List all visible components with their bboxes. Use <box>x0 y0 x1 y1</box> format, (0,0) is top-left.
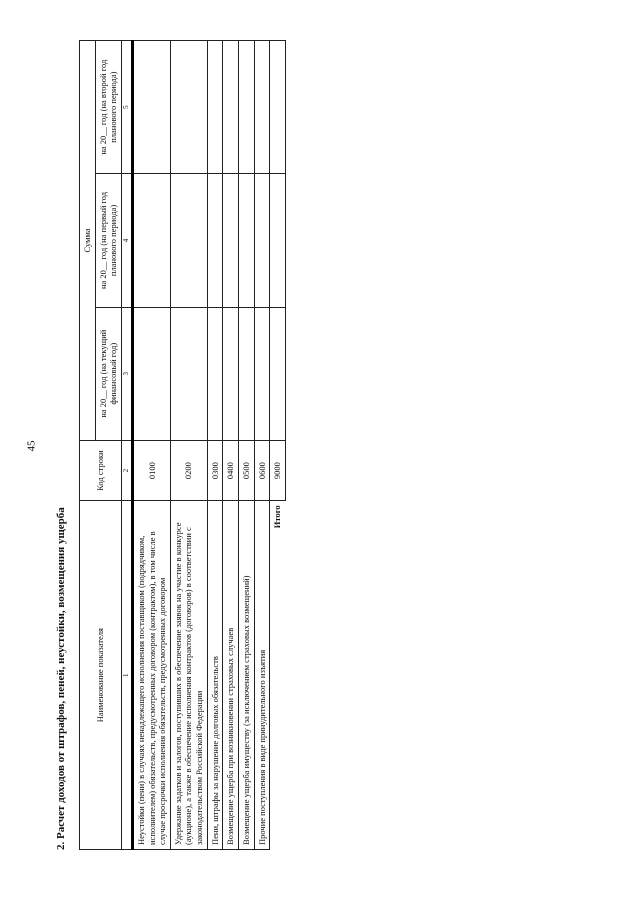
row-name: Возмещение ущерба при возникновении страховых случаев <box>223 501 239 850</box>
row-value-cell[interactable] <box>170 41 207 174</box>
total-code: 9000 <box>270 440 286 501</box>
total-value-cell[interactable] <box>270 41 286 174</box>
row-value-cell[interactable] <box>207 307 223 440</box>
header-col3: на 20__ год (на текущий финансовый год) <box>95 307 121 440</box>
row-code: 0500 <box>238 440 254 501</box>
section-title: 2. Расчет доходов от штрафов, пеней, неустойки, возмещения ущерба <box>55 507 67 850</box>
row-name: Неустойки (пени) в случаях ненадлежащего исполнения поставщиком (подрядчиком, исполнителем) обязательств, предусмотренных договором (контрактом), в том числе в случае просрочки исполнения обязательств, предусмотренных договором <box>132 501 170 850</box>
header-name: Наименование показателя <box>80 501 122 850</box>
row-value-cell[interactable] <box>170 307 207 440</box>
row-value-cell[interactable] <box>238 174 254 307</box>
table-row <box>207 41 223 850</box>
row-value-cell[interactable] <box>254 307 270 440</box>
col-num-2: 2 <box>121 440 132 501</box>
header-sum: Сумма <box>80 41 96 441</box>
header-row <box>80 41 96 850</box>
row-value-cell[interactable] <box>207 174 223 307</box>
table-row <box>254 41 270 850</box>
row-value-cell[interactable] <box>223 307 239 440</box>
row-value-cell[interactable] <box>207 41 223 174</box>
total-value-cell[interactable] <box>270 307 286 440</box>
row-code: 0100 <box>132 440 170 501</box>
row-code: 0400 <box>223 440 239 501</box>
row-value-cell[interactable] <box>254 174 270 307</box>
row-value-cell[interactable] <box>223 174 239 307</box>
col-num-5: 5 <box>121 41 132 174</box>
total-row <box>270 41 286 850</box>
column-number-row <box>121 41 132 850</box>
row-value-cell[interactable] <box>238 41 254 174</box>
row-value-cell[interactable] <box>132 41 170 174</box>
row-name: Пени, штрафы за нарушение долговых обязательств <box>207 501 223 850</box>
table-row <box>223 41 239 850</box>
header-col4: на 20__ год (на первый год планового периода) <box>95 174 121 307</box>
total-value-cell[interactable] <box>270 174 286 307</box>
row-name: Прочие поступления в виде принудительного изъятия <box>254 501 270 850</box>
total-label: Итого <box>270 501 286 850</box>
rotated-sheet <box>55 40 355 850</box>
row-code: 0300 <box>207 440 223 501</box>
row-value-cell[interactable] <box>132 307 170 440</box>
col-num-1: 1 <box>121 501 132 850</box>
income-calculation-table <box>79 40 286 850</box>
table-row <box>170 41 207 850</box>
row-name: Удержание задатков и залогов, поступивших в обеспечение заявок на участие в конкурсе (аукционе), а также в обеспечение исполнения контрактов (договоров) в соответствии с законодательством Российской Федерации <box>170 501 207 850</box>
row-code: 0600 <box>254 440 270 501</box>
table-row <box>132 41 170 850</box>
col-num-4: 4 <box>121 174 132 307</box>
header-col5: на 20__ год (на второй год планового периода) <box>95 41 121 174</box>
row-value-cell[interactable] <box>254 41 270 174</box>
row-value-cell[interactable] <box>238 307 254 440</box>
row-value-cell[interactable] <box>132 174 170 307</box>
header-code: Код строки <box>80 440 122 501</box>
page-number: 45 <box>25 440 38 452</box>
row-value-cell[interactable] <box>170 174 207 307</box>
table-row <box>238 41 254 850</box>
row-value-cell[interactable] <box>223 41 239 174</box>
row-name: Возмещение ущерба имуществу (за исключением страховых возмещений) <box>238 501 254 850</box>
col-num-3: 3 <box>121 307 132 440</box>
row-code: 0200 <box>170 440 207 501</box>
